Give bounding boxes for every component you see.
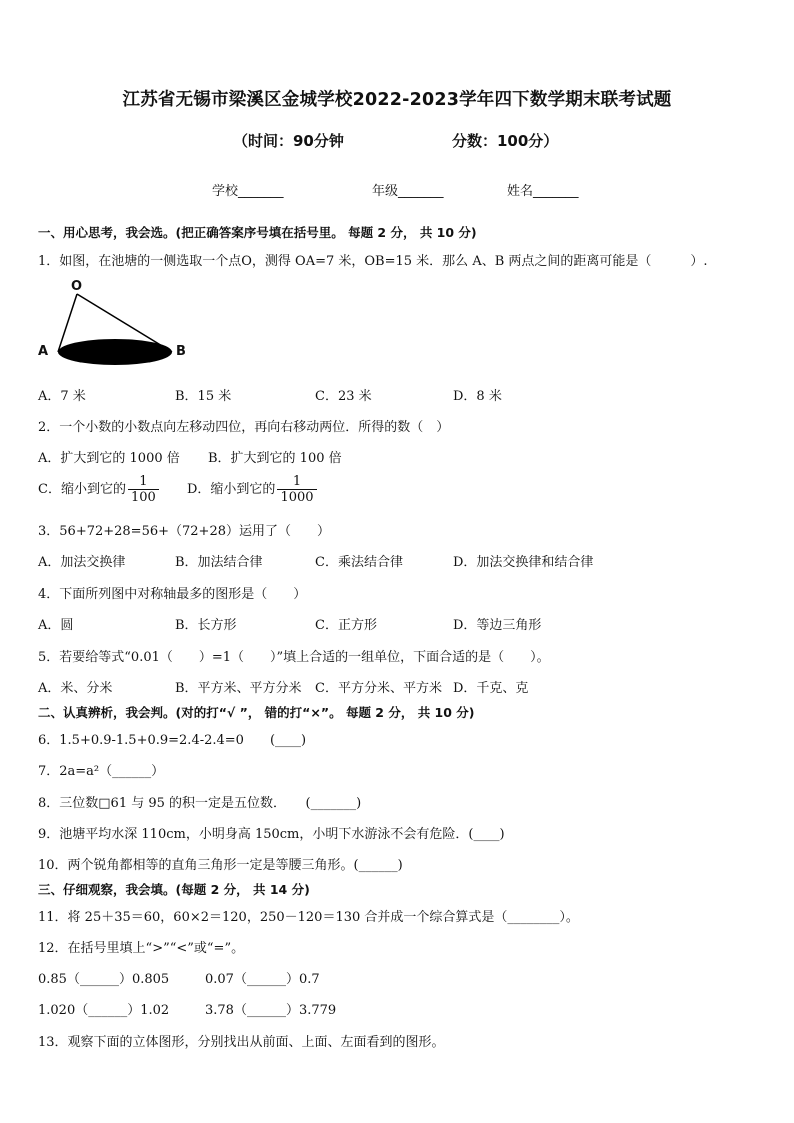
fraction-denominator: 100 bbox=[128, 489, 159, 505]
fraction-numerator: 1 bbox=[292, 474, 302, 489]
question-4: 4．下面所列图中对称轴最多的图形是（ ） bbox=[38, 587, 307, 602]
q12-item-4: 3.78（______）3.779 bbox=[205, 1003, 337, 1018]
exam-score: 分数：100分） bbox=[452, 132, 559, 150]
q3-option-b: B．加法结合律 bbox=[175, 555, 263, 570]
q3-option-d: D．加法交换律和结合律 bbox=[453, 555, 594, 570]
name-field: 姓名_______ bbox=[507, 184, 579, 199]
q4-option-b: B．长方形 bbox=[175, 618, 237, 633]
question-11: 11．将 25＋35＝60，60×2＝120，250－120＝130 合并成一个综合算式是（________）。 bbox=[38, 910, 579, 925]
section-1-heading: 一、用心思考，我会选。(把正确答案序号填在括号里。 每题 2 分， 共 10 分) bbox=[38, 225, 477, 240]
fraction-numerator: 1 bbox=[139, 474, 148, 489]
q2-option-b: B．扩大到它的 100 倍 bbox=[208, 451, 342, 466]
fraction-1-1000 bbox=[277, 474, 316, 505]
question-10: 10．两个锐角都相等的直角三角形一定是等腰三角形。(______) bbox=[38, 858, 403, 873]
question-2: 2．一个小数的小数点向左移动四位，再向右移动两位．所得的数（ ） bbox=[38, 420, 450, 435]
q2-option-c-text: C．缩小到它的 bbox=[38, 482, 126, 497]
q1-option-a: A．7 米 bbox=[38, 389, 86, 404]
exam-time: （时间：90分钟 bbox=[233, 132, 344, 150]
q3-option-a: A．加法交换律 bbox=[38, 555, 126, 570]
q12-item-1: 0.85（______）0.805 bbox=[38, 972, 170, 987]
q3-option-c: C．乘法结合律 bbox=[315, 555, 403, 570]
q5-option-d: D．千克、克 bbox=[453, 681, 529, 696]
q4-option-d: D．等边三角形 bbox=[453, 618, 542, 633]
q4-option-a: A．圆 bbox=[38, 618, 74, 633]
q12-item-3: 1.020（______）1.02 bbox=[38, 1003, 170, 1018]
school-field: 学校_______ bbox=[212, 184, 284, 199]
q4-option-c: C．正方形 bbox=[315, 618, 377, 633]
question-13: 13．观察下面的立体图形，分别找出从前面、上面、左面看到的图形。 bbox=[38, 1035, 445, 1050]
question-9: 9．池塘平均水深 110cm，小明身高 150cm，小明下水游泳不会有危险．(____) bbox=[38, 827, 505, 842]
question-3: 3．56+72+28=56+（72+28）运用了（ ） bbox=[38, 524, 330, 539]
q2-option-d-text: D．缩小到它的 bbox=[187, 482, 276, 497]
page-title: 江苏省无锡市梁溪区金城学校2022-2023学年四下数学期末联考试题 bbox=[122, 90, 672, 110]
q1-option-d: D．8 米 bbox=[453, 389, 502, 404]
section-2-heading: 二、认真辨析，我会判。(对的打“√ ”， 错的打“×”。 每题 2 分， 共 10 分) bbox=[38, 705, 475, 720]
q2-option-a: A．扩大到它的 1000 倍 bbox=[38, 451, 180, 466]
q1-option-c: C．23 米 bbox=[315, 389, 372, 404]
point-a-label: A bbox=[38, 344, 49, 359]
pond-ellipse bbox=[58, 339, 172, 365]
question-7: 7．2a=a²（______） bbox=[38, 764, 165, 779]
point-b-label: B bbox=[176, 344, 186, 359]
question-5: 5．若要给等式“0.01（ ）=1（ ）”填上合适的一组单位，下面合适的是（ ）。 bbox=[38, 650, 550, 665]
q2-option-d bbox=[187, 474, 317, 505]
point-o-label: O bbox=[71, 279, 83, 294]
question-6: 6．1.5+0.9-1.5+0.9=2.4-2.4=0 (____) bbox=[38, 733, 307, 748]
question-12: 12．在括号里填上“>”“<”或“=”。 bbox=[38, 941, 245, 956]
q5-option-b: B．平方米、平方分米 bbox=[175, 681, 302, 696]
fraction-1-100 bbox=[128, 474, 159, 505]
grade-field: 年级_______ bbox=[372, 184, 444, 199]
fraction-denominator: 1000 bbox=[277, 489, 316, 505]
q2-option-c bbox=[38, 474, 159, 505]
q12-item-2: 0.07（______）0.7 bbox=[205, 972, 320, 987]
q5-option-c: C．平方分米、平方米 bbox=[315, 681, 442, 696]
q5-option-a: A．米、分米 bbox=[38, 681, 113, 696]
question-8: 8．三位数□61 与 95 的积一定是五位数． (_______) bbox=[38, 796, 362, 811]
question-1: 1．如图，在池塘的一侧选取一个点O，测得 OA=7 米，OB=15 米．那么 A、B 两点之间的距离可能是（ ）. bbox=[38, 254, 708, 269]
section-3-heading: 三、仔细观察，我会填。(每题 2 分， 共 14 分) bbox=[38, 882, 310, 897]
q1-option-b: B．15 米 bbox=[175, 389, 232, 404]
pond-figure bbox=[30, 278, 200, 368]
